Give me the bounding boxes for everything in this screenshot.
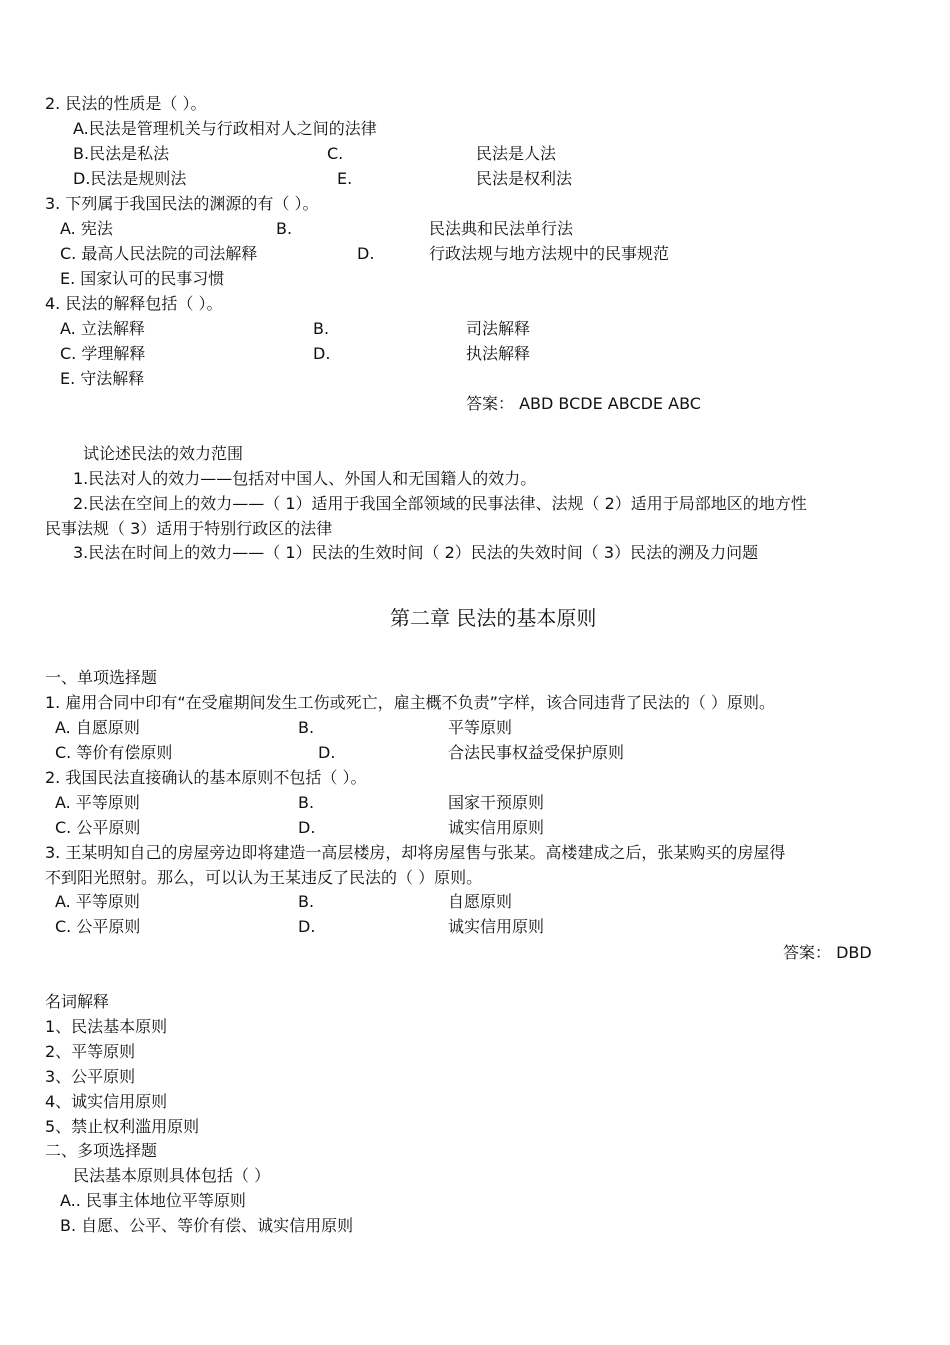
option-b-text: 平等原则 xyxy=(448,718,513,737)
option-c-letter: C. xyxy=(327,144,344,163)
answer-key: 答案： ABD BCDE ABCDE ABC xyxy=(466,394,701,413)
option-b-text: 国家干预原则 xyxy=(448,793,545,812)
option-a: A. 自愿原则 xyxy=(55,718,140,737)
option-a: A. 宪法 xyxy=(60,219,113,238)
essay-point-1: 1.民法对人的效力——包括对中国人、外国人和无国籍人的效力。 xyxy=(73,469,537,488)
option-d-letter: D. xyxy=(318,743,336,762)
option-a: A.. 民事主体地位平等原则 xyxy=(60,1191,246,1210)
option-d-text: 执法解释 xyxy=(466,344,531,363)
option-c: C. 公平原则 xyxy=(55,917,141,936)
option-d-letter: D. xyxy=(357,244,375,263)
term-item: 3、公平原则 xyxy=(45,1067,136,1086)
term-item: 1、民法基本原则 xyxy=(45,1017,168,1036)
option-a: A. 立法解释 xyxy=(60,319,145,338)
option-a: A. 平等原则 xyxy=(55,892,140,911)
option-b: B. 自愿、公平、等价有偿、诚实信用原则 xyxy=(60,1216,354,1235)
option-c-text: 民法是人法 xyxy=(476,144,557,163)
essay-point-2-cont: 民事法规（ 3）适用于特别行政区的法律 xyxy=(45,519,333,538)
option-b: B.民法是私法 xyxy=(73,144,170,163)
essay-title: 试论述民法的效力范围 xyxy=(83,444,244,463)
question-stem: 3. 王某明知自己的房屋旁边即将建造一高层楼房，却将房屋售与张某。高楼建成之后，张某购买的房屋得 xyxy=(45,843,786,862)
question-stem: 2. 民法的性质是（ ）。 xyxy=(45,94,207,113)
question-stem: 民法基本原则具体包括（ ） xyxy=(73,1166,271,1185)
option-e: E. 守法解释 xyxy=(60,369,145,388)
option-a: A. 平等原则 xyxy=(55,793,140,812)
option-e-text: 民法是权利法 xyxy=(476,169,573,188)
question-stem: 2. 我国民法直接确认的基本原则不包括（ ）。 xyxy=(45,768,367,787)
option-d-text: 行政法规与地方法规中的民事规范 xyxy=(429,244,670,263)
option-e-letter: E. xyxy=(337,169,353,188)
option-a: A.民法是管理机关与行政相对人之间的法律 xyxy=(73,119,377,138)
term-item: 4、诚实信用原则 xyxy=(45,1092,168,1111)
answer-key: 答案： DBD xyxy=(783,943,872,962)
question-stem: 1. 雇用合同中印有“在受雇期间发生工伤或死亡，雇主概不负责”字样，该合同违背了民法的（ ）原则。 xyxy=(45,693,776,712)
option-b-text: 自愿原则 xyxy=(448,892,513,911)
option-b-letter: B. xyxy=(298,892,315,911)
option-d-letter: D. xyxy=(298,917,316,936)
question-stem: 4. 民法的解释包括（ ）。 xyxy=(45,294,223,313)
term-item: 5、禁止权利滥用原则 xyxy=(45,1117,200,1136)
option-b-text: 司法解释 xyxy=(466,319,531,338)
option-e: E. 国家认可的民事习惯 xyxy=(60,269,225,288)
option-b-letter: B. xyxy=(313,319,330,338)
chapter-title: 第二章 民法的基本原则 xyxy=(390,606,597,630)
section-heading-multi-choice: 二、多项选择题 xyxy=(45,1141,158,1160)
section-heading-terms: 名词解释 xyxy=(45,992,110,1011)
term-item: 2、平等原则 xyxy=(45,1042,136,1061)
option-d-text: 合法民事权益受保护原则 xyxy=(448,743,625,762)
question-stem: 3. 下列属于我国民法的渊源的有（ ）。 xyxy=(45,194,319,213)
option-d-text: 诚实信用原则 xyxy=(448,917,545,936)
question-stem-cont: 不到阳光照射。那么，可以认为王某违反了民法的（ ）原则。 xyxy=(45,868,483,887)
option-d-text: 诚实信用原则 xyxy=(448,818,545,837)
essay-point-3: 3.民法在时间上的效力——（ 1）民法的生效时间（ 2）民法的失效时间（ 3）民法的溯及力问题 xyxy=(73,543,759,562)
option-d: D.民法是规则法 xyxy=(73,169,187,188)
option-b-text: 民法典和民法单行法 xyxy=(429,219,574,238)
option-b-letter: B. xyxy=(276,219,293,238)
section-heading-single-choice: 一、单项选择题 xyxy=(45,668,158,687)
option-d-letter: D. xyxy=(298,818,316,837)
option-d-letter: D. xyxy=(313,344,331,363)
option-c: C. 等价有偿原则 xyxy=(55,743,173,762)
option-c: C. 最高人民法院的司法解释 xyxy=(60,244,258,263)
option-b-letter: B. xyxy=(298,718,315,737)
option-b-letter: B. xyxy=(298,793,315,812)
option-c: C. 公平原则 xyxy=(55,818,141,837)
option-c: C. 学理解释 xyxy=(60,344,146,363)
essay-point-2: 2.民法在空间上的效力——（ 1）适用于我国全部领域的民事法律、法规（ 2）适用于局部地区的地方性 xyxy=(73,494,807,513)
